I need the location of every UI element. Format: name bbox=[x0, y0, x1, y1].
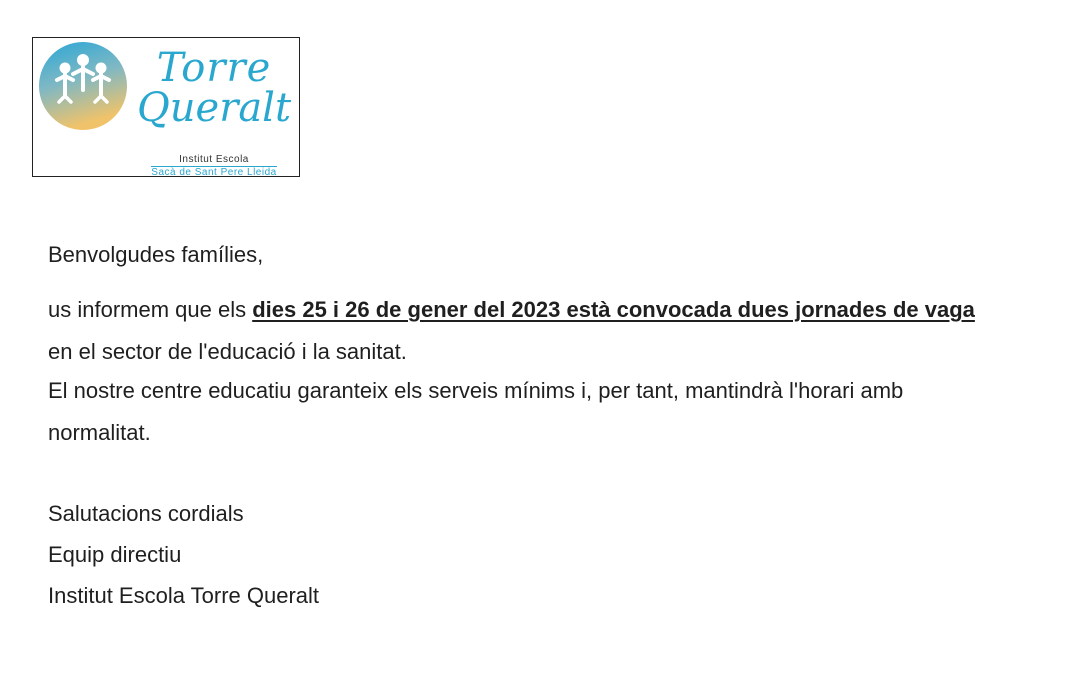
letter-closing: Salutacions cordials bbox=[48, 501, 244, 526]
letter-paragraph-1-line-2: en el sector de l'educació i la sanitat. bbox=[48, 339, 407, 364]
letter-paragraph-2-line-1: El nostre centre educatiu garanteix els serveis mínims i, per tant, mantindrà l'horari amb bbox=[48, 378, 904, 403]
strike-dates-highlight: dies 25 i 26 de gener del 2023 està convocada dues jornades de vaga bbox=[252, 297, 975, 322]
logo-name-line2: Queralt bbox=[136, 85, 292, 131]
logo-name-line1: Torre bbox=[156, 45, 272, 91]
letter-paragraph-2-line-2: normalitat. bbox=[48, 420, 151, 445]
school-emblem-icon bbox=[37, 40, 129, 132]
letter-intro: us informem que els bbox=[48, 297, 253, 322]
letter-paragraph-1-line-1 bbox=[48, 297, 975, 323]
letter-greeting: Benvolgudes famílies, bbox=[48, 242, 264, 267]
school-logo bbox=[32, 37, 300, 177]
logo-location: Sacà de Sant Pere Lleida bbox=[151, 167, 277, 177]
signature-team: Equip directiu bbox=[48, 542, 182, 567]
signature-school: Institut Escola Torre Queralt bbox=[48, 583, 320, 608]
logo-subtitle: Institut Escola bbox=[179, 154, 249, 165]
logo-name bbox=[131, 45, 297, 131]
